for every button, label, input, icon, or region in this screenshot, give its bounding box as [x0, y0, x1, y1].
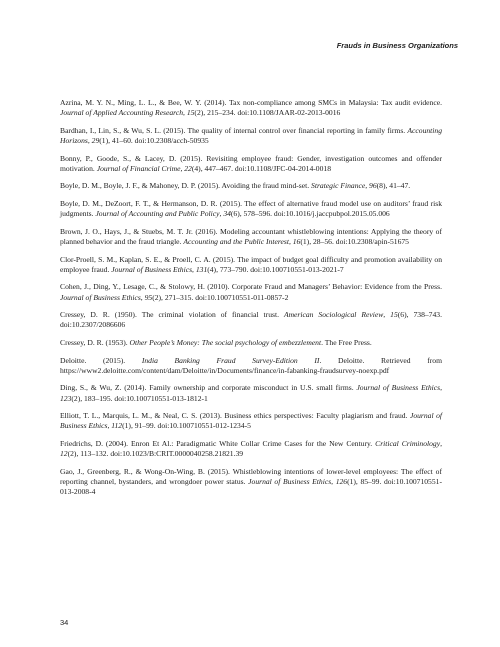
reference-text: Elliott, T. L., Marquis, L. M., & Neal, C. S. (2013). Business ethics perspectives: Faculty plagiarism and fraud.: [60, 411, 410, 421]
reference-italic-text: Journal of Business Ethics: [356, 383, 441, 393]
reference-italic-text: 126: [335, 476, 348, 486]
reference-italic-text: Journal of Applied Accounting Research: [60, 108, 184, 118]
reference-text: Boyle, D. M., Boyle, J. F., & Mahoney, D. P. (2015). Avoiding the fraud mind-set.: [60, 181, 312, 191]
reference-entry: [60, 98, 442, 118]
reference-entry: [60, 338, 442, 348]
reference-text: Cressey, D. R. (1950). The criminal violation of financial trust.: [60, 310, 284, 320]
page-number: 34: [60, 618, 69, 627]
reference-text: (2), 271–315. doi:10.100710551-011-0857-2: [152, 292, 289, 302]
reference-text: Cressey, D. R. (1953).: [60, 337, 130, 347]
reference-italic-text: Other People’s Money: The social psychology of embezzlement: [129, 337, 322, 347]
reference-text: (1), 41–60. doi:10.2308/acch-50935: [99, 136, 209, 145]
reference-text: ,: [440, 383, 442, 393]
reference-italic-text: 16: [292, 236, 301, 246]
reference-text: Brown, J. O., Hays, J., & Stuebs, M. T. Jr. (2016). Modeling accountant whistleblowing intentions: Applying the theory of planned behavior and the fraud triangle.: [60, 226, 442, 246]
reference-text: ,: [183, 108, 187, 118]
reference-italic-text: 131: [195, 264, 208, 274]
reference-text: Ding, S., & Wu, Z. (2014). Family ownership and corporate misconduct in U.S. small firms.: [60, 383, 357, 393]
reference-italic-text: 112: [111, 421, 123, 431]
reference-italic-text: 22: [184, 163, 192, 173]
reference-text: ,: [180, 163, 185, 173]
reference-text: (1), 85–99. doi:10.100710551-013-2008-4: [60, 476, 442, 497]
reference-list: [60, 98, 442, 505]
reference-italic-text: Accounting and the Public Interest: [183, 236, 289, 246]
reference-italic-text: Journal of Business Ethics: [111, 264, 193, 274]
running-header: Frauds in Business Organizations: [336, 41, 458, 50]
reference-text: Friedrichs, D. (2004). Enron Et Al.: Paradigmatic White Collar Crime Cases for the New Century.: [60, 438, 376, 448]
reference-entry: [60, 181, 442, 191]
reference-italic-text: 96: [369, 181, 377, 191]
reference-text: ,: [331, 476, 336, 486]
reference-italic-text: Journal of Accounting and Public Policy: [95, 209, 220, 219]
reference-text: (8), 41–47.: [376, 181, 411, 191]
reference-text: . The Free Press.: [321, 337, 372, 347]
reference-italic-text: 95: [144, 292, 153, 302]
reference-italic-text: Journal of Financial Crime: [96, 163, 181, 173]
reference-italic-text: 34: [223, 209, 231, 219]
reference-entry: [60, 467, 442, 498]
reference-italic-text: American Sociological Review: [283, 310, 384, 320]
reference-italic-text: Critical Criminology: [375, 438, 441, 448]
reference-text: ,: [107, 421, 112, 431]
reference-text: Clor-Proell, S. M., Kaplan, S. E., & Proell, C. A. (2015). The impact of budget goal difficulty and promotion availability on employee fraud.: [60, 254, 442, 274]
reference-entry: [60, 227, 442, 247]
reference-text: Azrina, M. Y. N., Ming, L. L., & Bee, W. Y. (2014). Tax non-compliance among SMCs in Malaysia: Tax audit evidence.: [60, 98, 442, 107]
reference-entry: [60, 439, 442, 459]
reference-text: ,: [192, 264, 196, 274]
reference-entry: [60, 126, 442, 146]
reference-italic-text: 123: [60, 393, 72, 403]
reference-italic-text: Journal of Business Ethics: [60, 411, 442, 431]
reference-entry: [60, 199, 442, 219]
reference-text: Bardhan, I., Lin, S., & Wu, S. L. (2015). The quality of internal control over financial reporting in family firms.: [60, 125, 408, 135]
reference-text: (4), 447–467. doi:10.1108/JFC-04-2014-0018: [191, 163, 331, 173]
reference-entry: [60, 356, 442, 376]
reference-text: ,: [87, 136, 92, 145]
reference-text: ,: [140, 292, 145, 302]
reference-entry: [60, 282, 442, 302]
reference-text: (4), 773–790. doi:10.100710551-013-2021-7: [207, 264, 344, 274]
reference-italic-text: Journal of Business Ethics: [60, 292, 141, 302]
reference-text: Cohen, J., Ding, Y., Lesage, C., & Stolowy, H. (2010). Corporate Fraud and Managers’ Behavior: Evidence from the Press.: [60, 282, 442, 292]
reference-text: (2), 215–234. doi:10.1108/JAAR-02-2013-0016: [194, 108, 341, 118]
reference-entry: [60, 383, 442, 403]
reference-text: (1), 91–99. doi:10.100710551-012-1234-5: [122, 421, 251, 431]
reference-text: (6), 578–596. doi:10.1016/j.jaccpubpol.2015.05.006: [230, 209, 390, 219]
reference-text: . Deloitte. Retrieved from https://www2.deloitte.com/content/dam/Deloitte/in/Documents/finance/in-fabanking-fraudsurvey-noexp.pdf: [60, 355, 442, 375]
reference-italic-text: Accounting Horizons: [60, 125, 442, 145]
reference-entry: [60, 411, 442, 431]
reference-italic-text: 12: [60, 449, 68, 459]
reference-text: (2), 113–132. doi:10.1023/B:CRIT.0000040258.21821.39: [67, 449, 244, 459]
reference-entry: [60, 154, 442, 174]
reference-text: Bonny, P., Goode, S., & Lacey, D. (2015). Revisiting employee fraud: Gender, investigation outcomes and offender motivation.: [60, 153, 442, 173]
reference-text: ,: [219, 209, 224, 219]
reference-italic-text: Strategic Finance: [311, 181, 366, 191]
reference-italic-text: 15: [390, 310, 398, 320]
reference-entry: [60, 255, 442, 275]
reference-text: ,: [365, 181, 370, 191]
reference-text: Deloitte. (2015).: [60, 355, 142, 365]
reference-entry: [60, 310, 442, 330]
reference-italic-text: 15: [186, 108, 195, 118]
reference-text: Boyle, D. M., DeZoort, F. T., & Hermanson, D. R. (2015). The effect of alternative fraud model use on auditors’ fraud risk judgments.: [60, 198, 442, 219]
reference-italic-text: Journal of Business Ethics: [248, 476, 332, 486]
reference-text: (2), 183–195. doi:10.100710551-013-1812-1: [71, 393, 208, 403]
reference-italic-text: 29: [91, 136, 100, 145]
reference-text: ,: [440, 438, 442, 448]
reference-italic-text: India Banking Fraud Survey-Edition II: [141, 355, 320, 365]
reference-text: Gao, J., Greenberg, R., & Wong-On-Wing, B. (2015). Whistleblowing intentions of lower-level employees: The effect of reporting channel, bystanders, and wrongdoer power status.: [60, 466, 442, 486]
reference-text: (6), 738–743. doi:10.2307/2086606: [60, 310, 442, 330]
reference-text: ,: [288, 236, 293, 246]
reference-text: ,: [383, 310, 391, 320]
reference-text: (1), 28–56. doi:10.2308/apin-51675: [300, 236, 409, 246]
